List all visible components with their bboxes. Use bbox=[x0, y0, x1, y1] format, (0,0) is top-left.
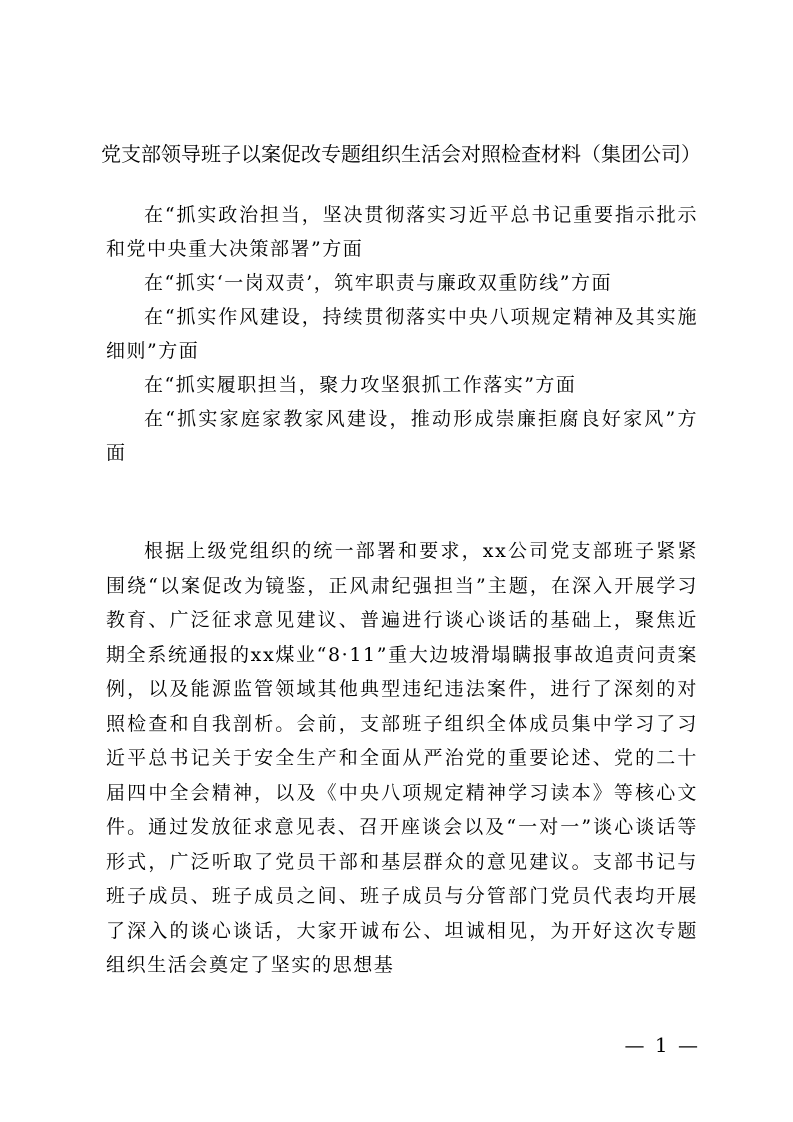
body-paragraph: 根据上级党组织的统一部署和要求，xx公司党支部班子紧紧围绕“以案促改为镜鉴，正风肃纪强担当”主题，在深入开展学习教育、广泛征求意见建议、普遍进行谈心谈话的基础上，聚焦近期全系统通报的xx煤业“8·11”重大边坡滑塌瞒报事故追责问责案例，以及能源监管领域其他典型违纪违法案件，进行了深刻的对照检查和自我剖析。会前，支部班子组织全体成员集中学习了习近平总书记关于安全生产和全面从严治党的重要论述、党的二十届四中全会精神，以及《中央八项规定精神学习读本》等核心文件。通过发放征求意见表、召开座谈会以及“一对一”谈心谈话等形式，广泛听取了党员干部和基层群众的意见建议。支部书记与班子成员、班子成员之间、班子成员与分管部门党员代表均开展了深入的谈心谈话，大家开诚布公、坦诚相见，为开好这次专题组织生活会奠定了坚实的思想基 bbox=[106, 540, 698, 976]
section-heading: 在“抓实政治担当，坚决贯彻落实习近平总书记重要指示批示和党中央重大决策部署”方面 bbox=[106, 204, 698, 260]
body-text bbox=[106, 534, 698, 983]
section-heading: 在“抓实履职担当，聚力攻坚狠抓工作落实”方面 bbox=[144, 374, 577, 396]
section-heading: 在“抓实‘一岗双责’，筑牢职责与廉政双重防线”方面 bbox=[144, 272, 613, 294]
section-heading: 在“抓实家庭家教家风建设，推动形成崇廉拒腐良好家风”方面 bbox=[106, 408, 698, 464]
section-heading: 在“抓实作风建设，持续贯彻落实中央八项规定精神及其实施细则”方面 bbox=[106, 306, 698, 362]
page-number: — 1 — bbox=[624, 1033, 700, 1057]
section-heading-list bbox=[106, 198, 698, 470]
document-title: 党支部领导班子以案促改专题组织生活会对照检查材料（集团公司） bbox=[101, 142, 701, 166]
